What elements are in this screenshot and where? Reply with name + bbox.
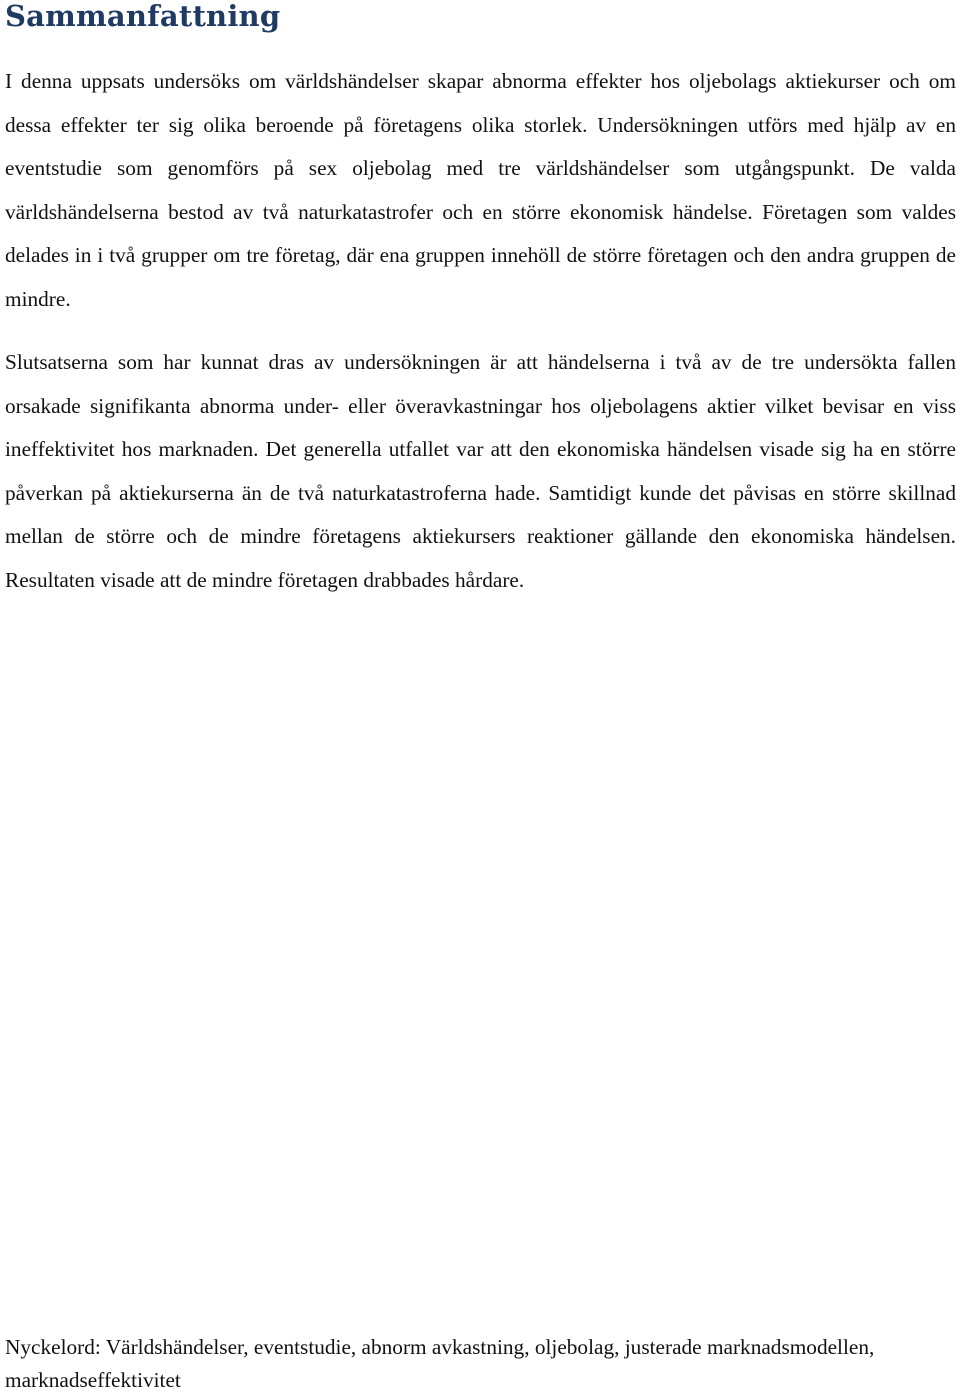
abstract-paragraph-1: I denna uppsats undersöks om världshändelser skapar abnorma effekter hos oljebolags aktiekurser och om dessa effekter ter sig olika beroende på företagens olika storlek. Undersökningen utförs med hjälp av en eventstudie som genomförs på sex oljebolag med tre världshändelser som utgångspunkt. De valda världshändelserna bestod av två naturkatastrofer och en större ekonomisk händelse. Företagen som valdes delades in i två grupper om tre företag, där ena gruppen innehöll de större företagen och den andra gruppen de mindre. — [5, 69, 956, 311]
page-title: Sammanfattning — [5, 0, 281, 33]
keywords-line: Nyckelord: Världshändelser, eventstudie, abnorm avkastning, oljebolag, justerade marknadsmodellen, marknadseffektivitet — [5, 1335, 875, 1392]
abstract-paragraph-2: Slutsatserna som har kunnat dras av undersökningen är att händelserna i två av de tre undersökta fallen orsakade signifikanta abnorma under- eller överavkastningar hos oljebolagens aktier vilket bevisar en viss ineffektivitet hos marknaden. Det generella utfallet var att den ekonomiska händelsen visade sig ha en större påverkan på aktiekurserna än de två naturkatastroferna hade. Samtidigt kunde det påvisas en större skillnad mellan de större och de mindre företagens aktiekursers reaktioner gällande den ekonomiska händelsen. Resultaten visade att de mindre företagen drabbades hårdare. — [5, 350, 956, 592]
